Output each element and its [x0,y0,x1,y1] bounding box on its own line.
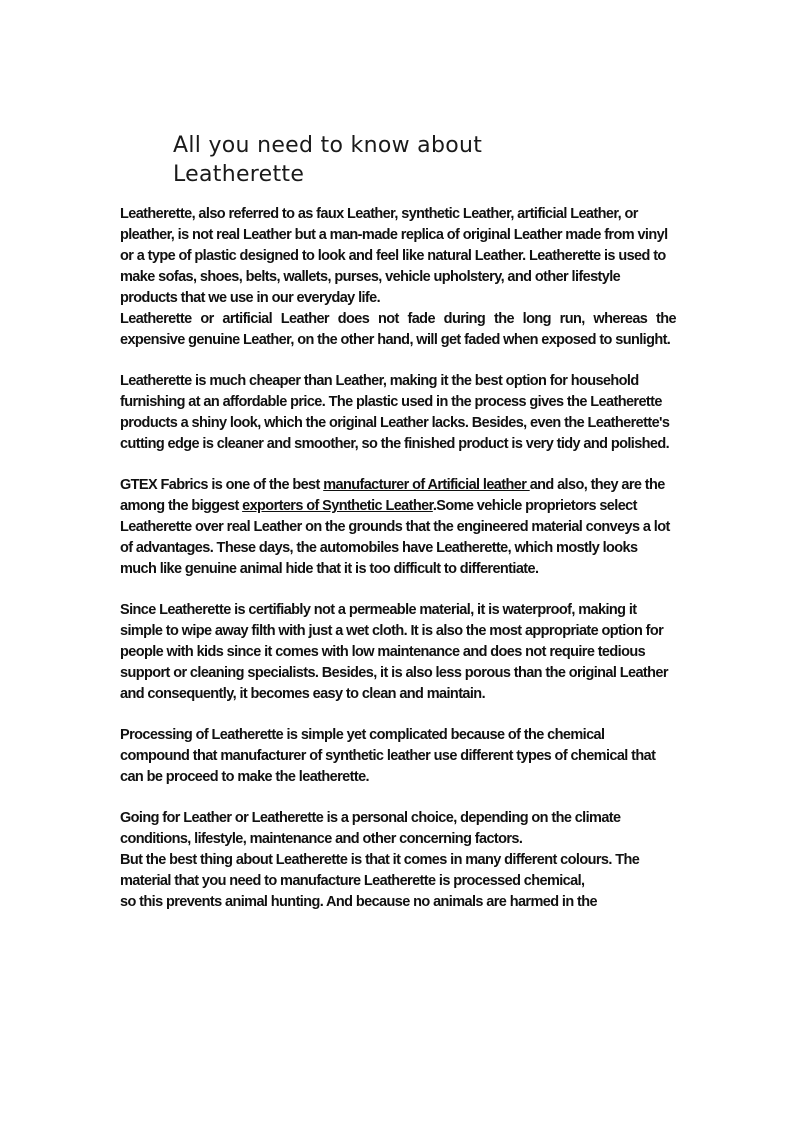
paragraph-waterproof: Since Leatherette is certifiably not a permeable material, it is waterproof, making it simple to wipe away filth with just a wet cloth. It is also the most appropriate option for people with kids since it comes with low maintenance and does not require tedious support or cleaning specialists. Besides, it is also less porous than the original Leather and consequently, it becomes easy to clean and maintain. [120,602,668,702]
paragraph-fading: Leatherette or artificial Leather does not fade during the long run, whereas the expensive genuine Leather, on the other hand, will get faded when exposed to sunlight. [120,311,676,348]
gtex-text-middle: and also, they are the among the biggest [120,477,665,514]
title-line-1: All you need to know about [173,133,483,158]
paragraph-processing: Processing of Leatherette is simple yet complicated because of the chemical compound that manufacturer of synthetic leather use different types of chemical that can be proceed to make the leatherette. [120,727,656,785]
gtex-text-end: .Some vehicle proprietors select Leatherette over real Leather on the grounds that the engineered material conveys a lot of advantages. These days, the automobiles have Leatherette, which mostly looks much like genuine animal hide that it is too difficult to differentiate. [120,498,670,577]
article-body [120,204,676,913]
artificial-leather-link[interactable]: manufacturer of Artificial leather [323,477,530,493]
page-title [173,131,693,189]
paragraph-gtex [120,475,676,580]
paragraph-intro: Leatherette, also referred to as faux Leather, synthetic Leather, artificial Leather, or pleather, is not real Leather but a man-made replica of original Leather made from vinyl or a type of plastic designed to look and feel like natural Leather. Leatherette is used to make sofas, shoes, belts, wallets, purses, vehicle upholstery, and other lifestyle products that we use in our everyday life. [120,206,668,306]
paragraph-cost: Leatherette is much cheaper than Leather, making it the best option for household furnishing at an affordable price. The plastic used in the process gives the Leatherette products a shiny look, which the original Leather lacks. Besides, even the Leatherette's cutting edge is cleaner and smoother, so the finished product is very tidy and polished. [120,373,670,452]
synthetic-leather-link[interactable]: exporters of Synthetic Leather [242,498,433,514]
gtex-text-start: GTEX Fabrics is one of the best [120,477,324,493]
paragraph-colours: But the best thing about Leatherette is that it comes in many different colours. The material that you need to manufacture Leatherette is processed chemical, [120,852,640,889]
title-line-2: Leatherette [173,162,305,187]
paragraph-hunting: so this prevents animal hunting. And because no animals are harmed in the [120,894,597,910]
paragraph-choice: Going for Leather or Leatherette is a personal choice, depending on the climate conditions, lifestyle, maintenance and other concerning factors. [120,810,621,847]
